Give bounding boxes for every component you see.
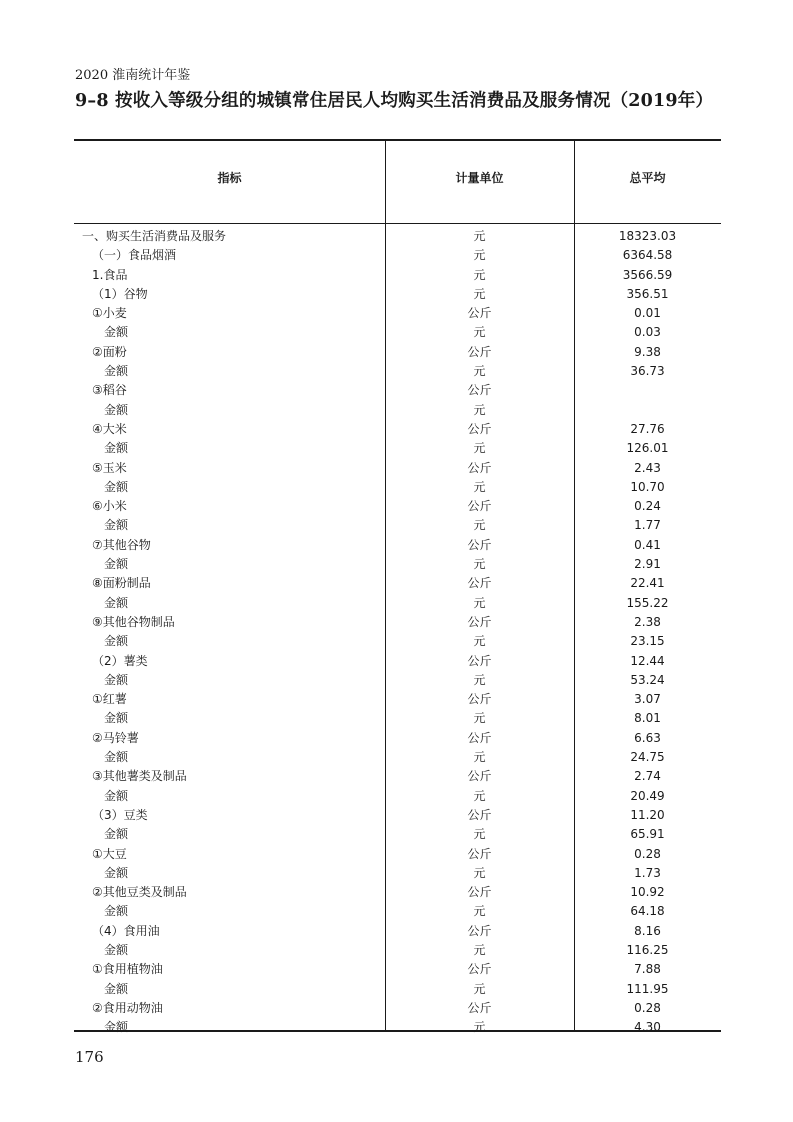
row-value: 6364.58 [622,248,673,263]
row-value: 356.51 [626,286,669,301]
row-label: 金额 [104,827,129,842]
table-row [74,845,721,864]
table-row [74,420,721,439]
row-value: 6.63 [634,730,661,745]
row-label: 金额 [104,672,129,687]
row-unit: 元 [473,518,486,533]
row-value: 11.20 [630,807,665,822]
row-value: 12.44 [630,653,665,668]
header-average: 总平均 [629,171,666,185]
row-label: （3）豆类 [92,807,148,822]
row-value: 65.91 [630,827,665,842]
row-label: ⑤玉米 [92,460,127,475]
table-row [74,999,721,1018]
table-row [74,980,721,999]
row-label: 金额 [104,634,129,649]
table-row [74,787,721,806]
row-value: 4.30 [634,1020,661,1035]
table-row [74,497,721,516]
row-value: 20.49 [630,788,665,803]
row-unit: 公斤 [467,499,492,514]
row-label: 金额 [104,981,129,996]
row-label: ①大豆 [92,846,127,861]
table-row [74,574,721,593]
row-label: 金额 [104,364,129,379]
row-label: ⑧面粉制品 [92,576,151,591]
row-label: 金额 [104,595,129,610]
row-label: 金额 [104,788,129,803]
row-unit: 公斤 [467,614,492,629]
row-unit: 公斤 [467,653,492,668]
row-value: 0.03 [634,325,661,340]
row-value: 0.24 [634,499,661,514]
table-row [74,864,721,883]
row-value: 0.28 [634,1000,661,1015]
row-value: 8.01 [634,711,661,726]
row-value: 111.95 [626,981,669,996]
row-value: 2.38 [634,614,661,629]
table-row [74,323,721,342]
row-label: 金额 [104,479,129,494]
row-value: 0.28 [634,846,661,861]
row-label: （2）薯类 [92,653,148,668]
row-unit: 元 [473,479,486,494]
row-unit: 公斤 [467,807,492,822]
row-value: 1.77 [634,518,661,533]
table-row [74,266,721,285]
row-unit: 公斤 [467,692,492,707]
row-unit: 元 [473,711,486,726]
data-table [74,139,721,1035]
table-header-rule [74,223,721,224]
row-label: （1）谷物 [92,286,148,301]
table-body [74,227,721,1037]
row-value: 3.07 [634,692,661,707]
table-row [74,478,721,497]
table-row [74,439,721,458]
row-value: 3566.59 [622,267,673,282]
row-unit: 公斤 [467,306,492,321]
page-number: 176 [75,1048,104,1066]
row-label: ⑦其他谷物 [92,537,151,552]
table-row [74,343,721,362]
row-label: ①小麦 [92,306,127,321]
table-row [74,767,721,786]
row-unit: 元 [473,865,486,880]
row-unit: 公斤 [467,769,492,784]
row-value: 24.75 [630,750,665,765]
row-label: ②马铃薯 [92,730,139,745]
row-value: 155.22 [626,595,669,610]
row-unit: 元 [473,1020,486,1035]
row-label: ②食用动物油 [92,1000,163,1015]
row-value: 53.24 [630,672,665,687]
row-value: 2.43 [634,460,661,475]
row-value: 8.16 [634,923,661,938]
row-unit: 元 [473,827,486,842]
row-unit: 公斤 [467,846,492,861]
row-unit: 元 [473,904,486,919]
row-label: ③稻谷 [92,383,127,398]
row-unit: 公斤 [467,1000,492,1015]
row-unit: 元 [473,286,486,301]
row-unit: 元 [473,557,486,572]
row-unit: 元 [473,248,486,263]
row-value: 10.70 [630,479,665,494]
table-row [74,748,721,767]
row-label: ①食用植物油 [92,962,163,977]
table-row [74,960,721,979]
row-value: 0.41 [634,537,661,552]
row-value: 36.73 [630,364,665,379]
row-unit: 元 [473,402,486,417]
table-row [74,632,721,651]
row-label: 金额 [104,441,129,456]
row-label: 金额 [104,518,129,533]
row-value: 22.41 [630,576,665,591]
row-unit: 元 [473,981,486,996]
row-label: （一）食品烟酒 [92,248,177,263]
header-unit: 计量单位 [455,171,504,185]
row-value: 18323.03 [618,229,677,243]
row-unit: 公斤 [467,537,492,552]
table-top-rule [74,139,721,141]
row-value: 7.88 [634,962,661,977]
header-indicator: 指标 [217,171,242,185]
table-row [74,536,721,555]
row-value: 126.01 [626,441,669,456]
row-label: 金额 [104,865,129,880]
row-label: ③其他薯类及制品 [92,769,187,784]
row-unit: 公斤 [467,576,492,591]
table-row [74,613,721,632]
table-row [74,459,721,478]
row-label: ②面粉 [92,344,127,359]
table-row [74,729,721,748]
table-row [74,941,721,960]
table-row [74,671,721,690]
row-value: 2.74 [634,769,661,784]
table-row [74,594,721,613]
page-title: 9–8 按收入等级分组的城镇常住居民人均购买生活消费品及服务情况（2019年） [75,91,714,111]
row-value: 9.38 [634,344,661,359]
table-row [74,690,721,709]
row-label: ①红薯 [92,692,127,707]
row-label: 1.食品 [92,267,128,282]
row-value: 64.18 [630,904,665,919]
table-row [74,902,721,921]
row-label: 金额 [104,711,129,726]
table-row [74,304,721,323]
table-row [74,709,721,728]
row-unit: 元 [473,325,486,340]
table-row [74,825,721,844]
row-label: 金额 [104,904,129,919]
row-value: 0.01 [634,306,661,321]
row-unit: 公斤 [467,383,492,398]
row-label: 一、购买生活消费品及服务 [82,229,227,243]
row-unit: 公斤 [467,923,492,938]
yearbook-name: 2020 淮南统计年鉴 [75,68,191,83]
row-label: 金额 [104,557,129,572]
row-unit: 公斤 [467,421,492,436]
row-label: ⑨其他谷物制品 [92,614,175,629]
row-unit: 元 [473,942,486,957]
row-unit: 公斤 [467,460,492,475]
row-label: 金额 [104,325,129,340]
table-row [74,806,721,825]
row-label: 金额 [104,402,129,417]
table-row [74,381,721,400]
row-value: 10.92 [630,885,665,900]
table-row [74,922,721,941]
row-value: 116.25 [626,942,669,957]
row-value: 27.76 [630,421,665,436]
row-value: 1.73 [634,865,661,880]
row-value: 2.91 [634,557,661,572]
table-row [74,227,721,246]
row-label: ④大米 [92,421,127,436]
row-unit: 元 [473,229,486,243]
row-label: 金额 [104,1020,129,1035]
row-unit: 元 [473,672,486,687]
row-unit: 公斤 [467,344,492,359]
table-row [74,401,721,420]
row-unit: 元 [473,750,486,765]
table-row [74,883,721,902]
table-row [74,1018,721,1037]
row-unit: 元 [473,595,486,610]
table-row [74,285,721,304]
row-unit: 元 [473,267,486,282]
table-row [74,362,721,381]
row-label: ⑥小米 [92,499,127,514]
row-unit: 元 [473,364,486,379]
row-unit: 元 [473,634,486,649]
row-unit: 元 [473,788,486,803]
table-row [74,555,721,574]
row-unit: 公斤 [467,885,492,900]
row-label: 金额 [104,750,129,765]
table-row [74,516,721,535]
table-row [74,246,721,265]
row-label: （4）食用油 [92,923,160,938]
row-unit: 公斤 [467,962,492,977]
row-unit: 元 [473,441,486,456]
row-value: 23.15 [630,634,665,649]
row-unit: 公斤 [467,730,492,745]
row-label: ②其他豆类及制品 [92,885,187,900]
table-row [74,652,721,671]
row-label: 金额 [104,942,129,957]
